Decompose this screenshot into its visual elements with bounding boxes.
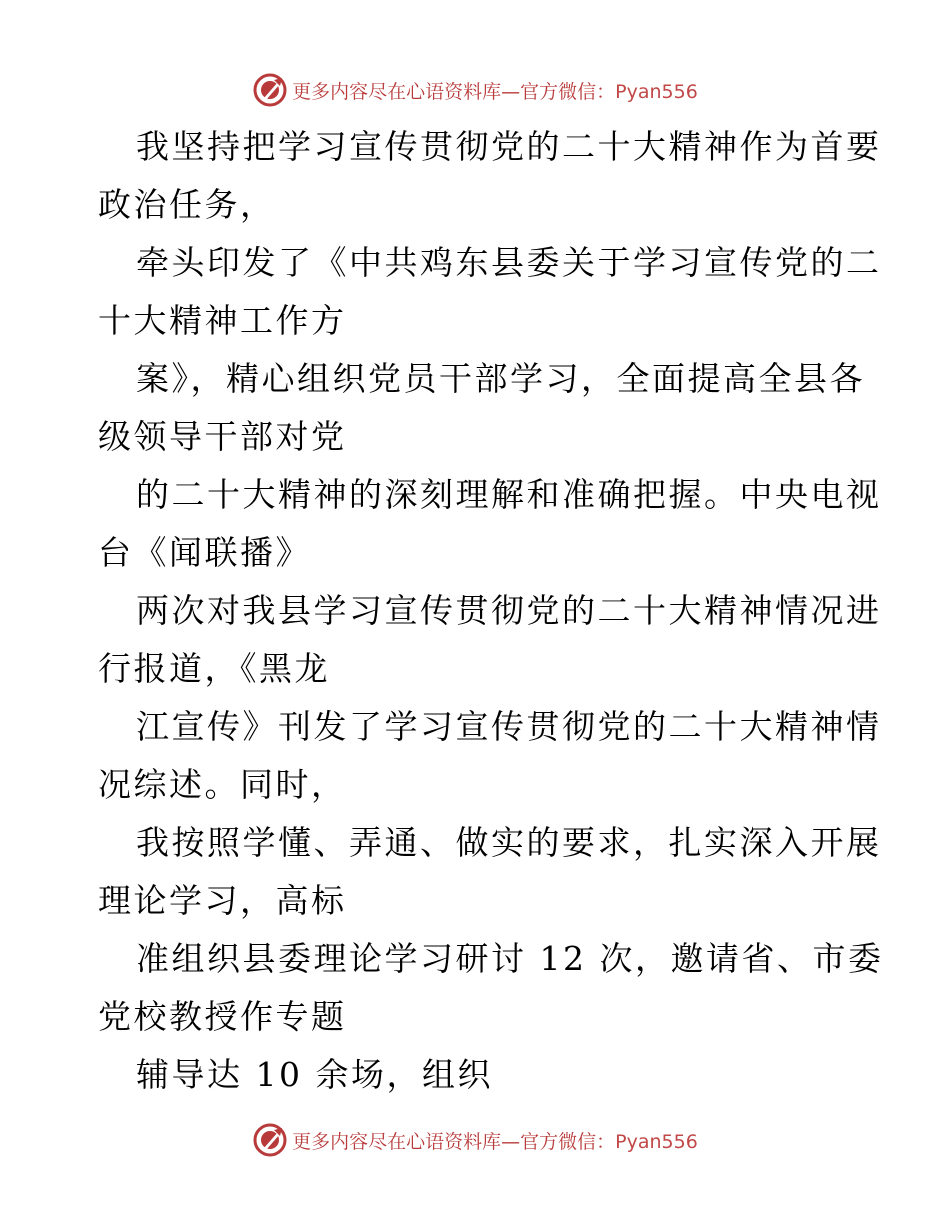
document-body bbox=[98, 118, 884, 1104]
watermark-label: 更多内容尽在心语资料库—官方微信： bbox=[292, 80, 616, 103]
pen-seal-logo-icon bbox=[252, 1122, 288, 1158]
footer-watermark bbox=[0, 1120, 950, 1160]
paragraph-line: 案》，精心组织党员干部学习，全面提高全县各 bbox=[136, 359, 865, 398]
paragraph-line: 台《闻联播》 bbox=[98, 533, 311, 572]
watermark-handle: Pyan556 bbox=[615, 80, 698, 103]
paragraph-line: 况综述。同时， bbox=[98, 765, 347, 804]
paragraph-line: 两次对我县学习宣传贯彻党的二十大精神情况进 bbox=[136, 591, 882, 630]
paragraph-line: 准组织县委理论学习研讨 12 次，邀请省、市委 bbox=[136, 939, 884, 978]
paragraph-line: 牵头印发了《中共鸡东县委关于学习宣传党的二 bbox=[136, 243, 882, 282]
watermark-label: 更多内容尽在心语资料库—官方微信： bbox=[292, 1130, 616, 1153]
paragraph-line: 江宣传》刊发了学习宣传贯彻党的二十大精神情 bbox=[136, 707, 882, 746]
paragraph-line: 级领导干部对党 bbox=[98, 417, 347, 456]
watermark-text bbox=[292, 1127, 698, 1154]
paragraph-line: 理论学习，高标 bbox=[98, 881, 347, 920]
paragraph-line: 党校教授作专题 bbox=[98, 997, 347, 1036]
watermark-handle: Pyan556 bbox=[615, 1130, 698, 1153]
paragraph-line: 我按照学懂、弄通、做实的要求，扎实深入开展 bbox=[136, 823, 882, 862]
paragraph-line: 行报道，《黑龙 bbox=[98, 649, 330, 688]
paragraph-line: 的二十大精神的深刻理解和准确把握。中央电视 bbox=[136, 475, 882, 514]
paragraph-line: 政治任务， bbox=[98, 185, 276, 224]
paragraph-line: 十大精神工作方 bbox=[98, 301, 347, 340]
paragraph-line: 辅导达 10 余场，组织 bbox=[136, 1055, 493, 1094]
paragraph-line: 我坚持把学习宣传贯彻党的二十大精神作为首要 bbox=[136, 127, 882, 166]
pen-seal-logo-icon bbox=[252, 72, 288, 108]
watermark-text bbox=[292, 77, 698, 104]
header-watermark bbox=[0, 70, 950, 110]
